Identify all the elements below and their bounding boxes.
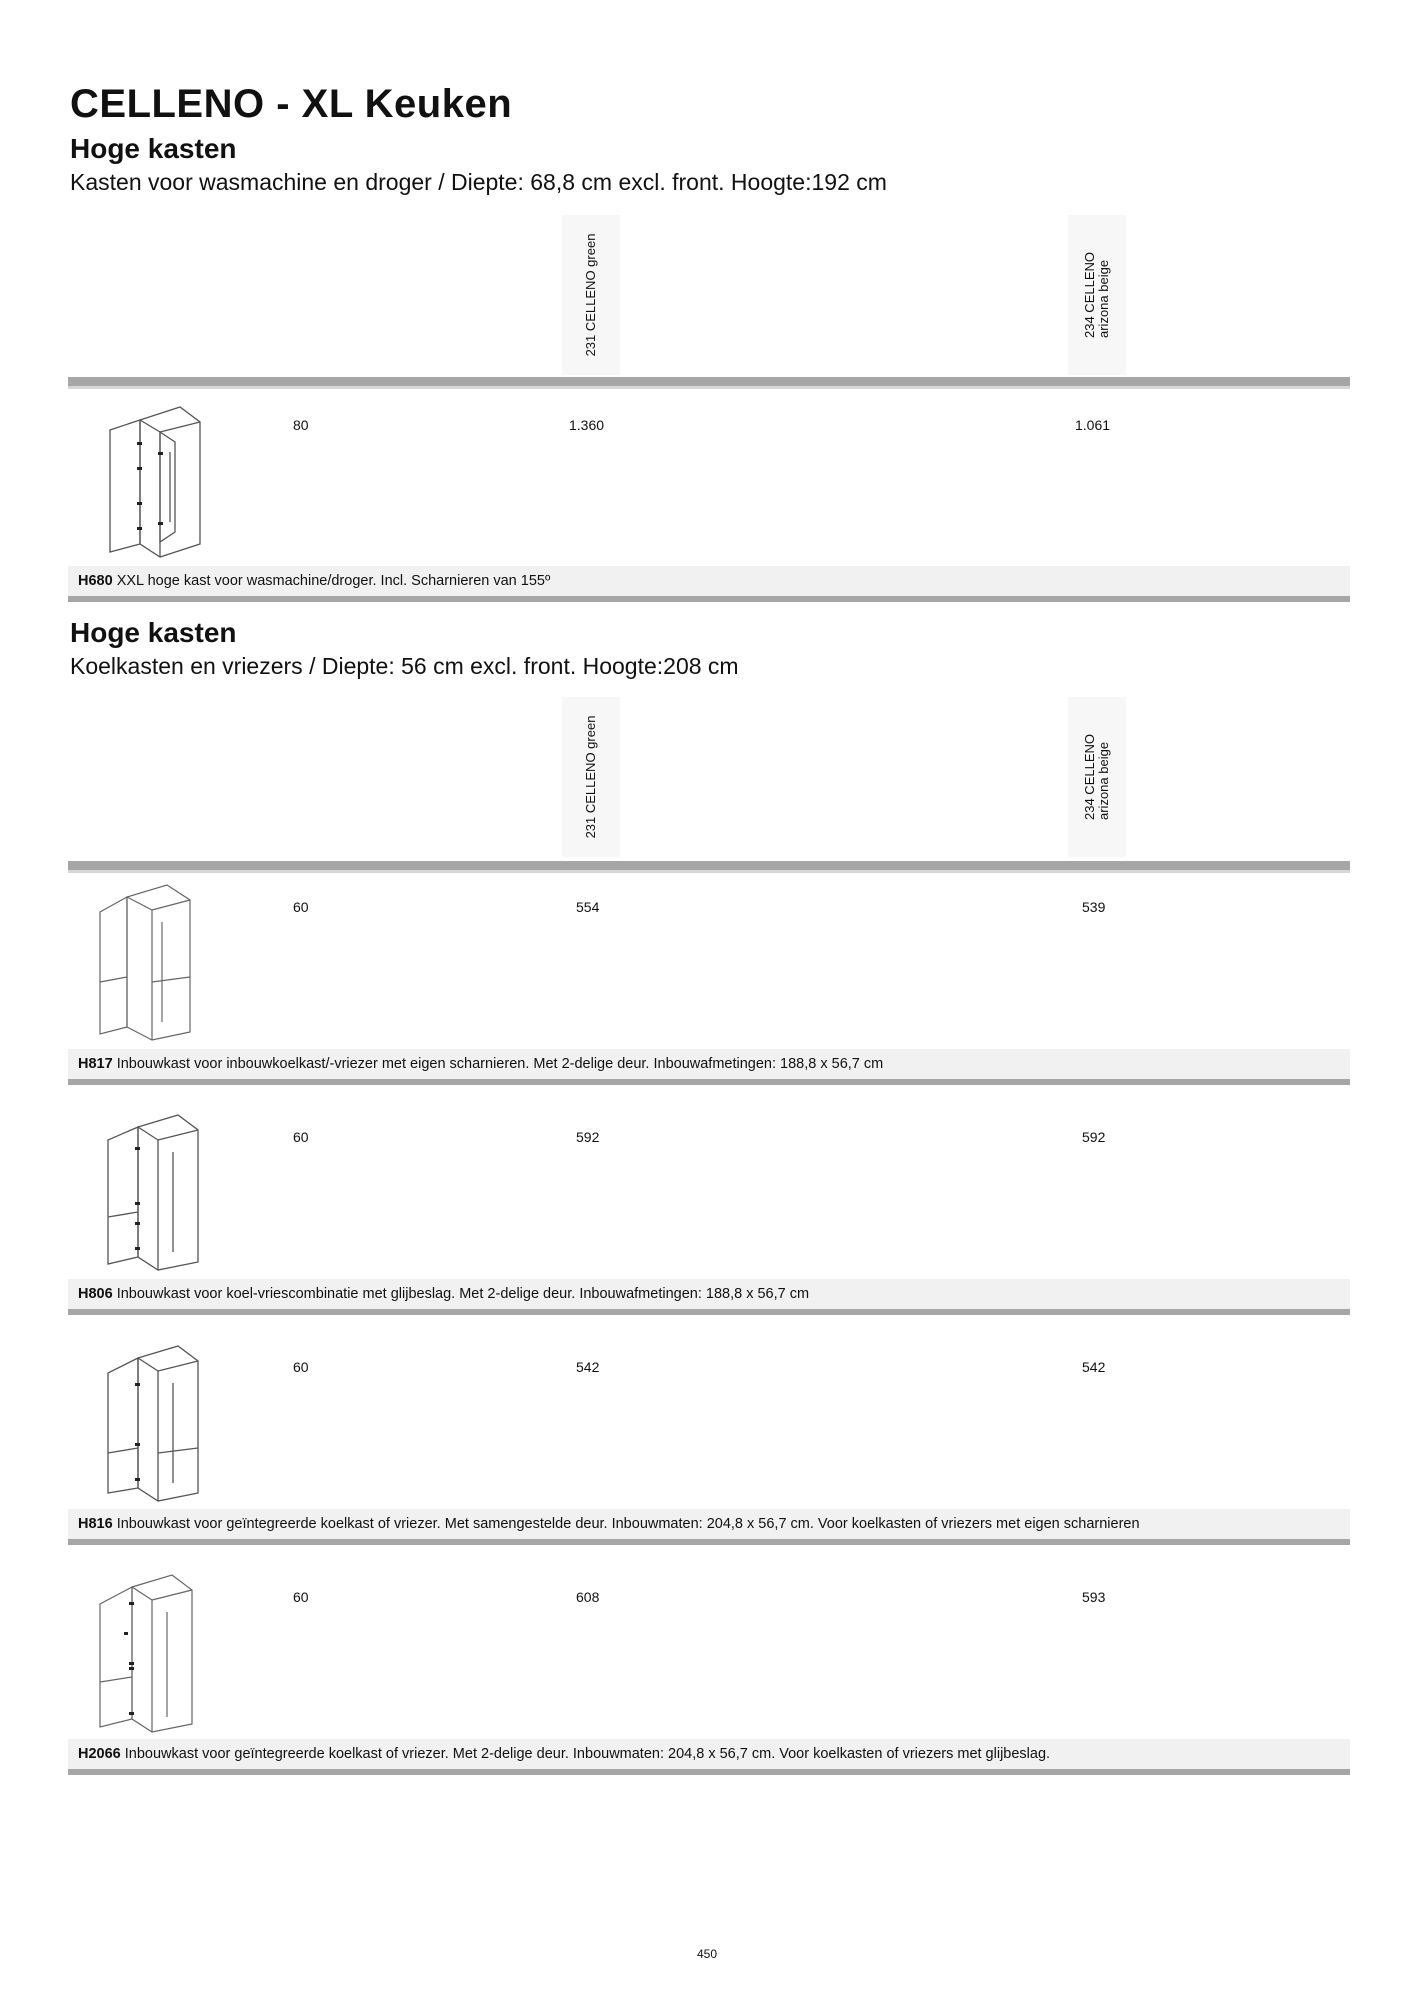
- article-code: H817: [78, 1056, 113, 1072]
- fridge-freezer-cabinet-icon: [98, 1112, 208, 1272]
- width-value: 60: [293, 1589, 309, 1605]
- row-description: [68, 566, 1350, 596]
- article-code: H2066: [78, 1746, 121, 1762]
- article-code: H806: [78, 1286, 113, 1302]
- section-heading: Hoge kasten: [70, 617, 237, 648]
- article-description: Inbouwkast voor inbouwkoelkast/-vriezer met eigen scharnieren. Met 2-delige deur. Inbouwafmetingen: 188,8 x 56,7 cm: [116, 1056, 884, 1072]
- integrated-fridge-cabinet-icon: [98, 1343, 208, 1503]
- article-code: H816: [78, 1516, 113, 1532]
- column-header-beige: 234 CELLENO arizona beige: [1068, 697, 1126, 857]
- row-rule: [68, 1539, 1350, 1545]
- article-description: Inbouwkast voor geïntegreerde koelkast of vriezer. Met samengestelde deur. Inbouwmaten: 204,8 x 56,7 cm. Voor koelkasten of vriezers met eigen scharnieren: [116, 1516, 1140, 1532]
- price-beige: 592: [1082, 1129, 1106, 1145]
- divider: [68, 386, 1350, 389]
- integrated-fridge-sliding-cabinet-icon: [92, 1572, 202, 1737]
- width-value: 60: [293, 1129, 309, 1145]
- article-code: H680: [78, 573, 113, 589]
- row-rule: [68, 1309, 1350, 1315]
- row-rule: [68, 1079, 1350, 1085]
- article-description: Inbouwkast voor geïntegreerde koelkast of vriezer. Met 2-delige deur. Inbouwmaten: 204,8 x 56,7 cm. Voor koelkasten of vriezers met glijbeslag.: [124, 1746, 1051, 1762]
- row-description: [68, 1739, 1350, 1769]
- price-green: 554: [576, 899, 600, 915]
- price-green: 542: [576, 1359, 600, 1375]
- page-title: CELLENO - XL Keuken: [70, 82, 513, 126]
- column-header-green: 231 CELLENO green: [562, 697, 620, 857]
- column-header-beige: 234 CELLENO arizona beige: [1068, 215, 1126, 375]
- row-description: [68, 1509, 1350, 1539]
- row-rule: [68, 1769, 1350, 1775]
- price-beige: 1.061: [1075, 417, 1111, 433]
- section-subheading: Koelkasten en vriezers / Diepte: 56 cm excl. front. Hoogte:208 cm: [70, 653, 739, 679]
- page-number: 450: [697, 1947, 718, 1961]
- section-heading: Hoge kasten: [70, 133, 237, 164]
- price-green: 592: [576, 1129, 600, 1145]
- section-subheading: Kasten voor wasmachine en droger / Diepte: 68,8 cm excl. front. Hoogte:192 cm: [70, 169, 887, 195]
- article-description: Inbouwkast voor koel-vriescombinatie met glijbeslag. Met 2-delige deur. Inbouwafmetingen: 188,8 x 56,7 cm: [116, 1286, 810, 1302]
- divider: [68, 870, 1350, 873]
- width-value: 60: [293, 1359, 309, 1375]
- row-rule: [68, 596, 1350, 602]
- price-beige: 539: [1082, 899, 1106, 915]
- column-header-green: 231 CELLENO green: [562, 215, 620, 375]
- table-header-rule: [68, 377, 1350, 386]
- width-value: 60: [293, 899, 309, 915]
- row-description: [68, 1279, 1350, 1309]
- price-beige: 593: [1082, 1589, 1106, 1605]
- width-value: 80: [293, 417, 309, 433]
- washer-dryer-tall-cabinet-icon: [100, 402, 210, 562]
- article-description: XXL hoge kast voor wasmachine/droger. Incl. Scharnieren van 155º: [116, 573, 551, 589]
- row-description: [68, 1049, 1350, 1079]
- price-beige: 542: [1082, 1359, 1106, 1375]
- price-green: 1.360: [569, 417, 605, 433]
- table-header-rule: [68, 861, 1350, 870]
- price-green: 608: [576, 1589, 600, 1605]
- fridge-tall-cabinet-icon: [92, 882, 202, 1042]
